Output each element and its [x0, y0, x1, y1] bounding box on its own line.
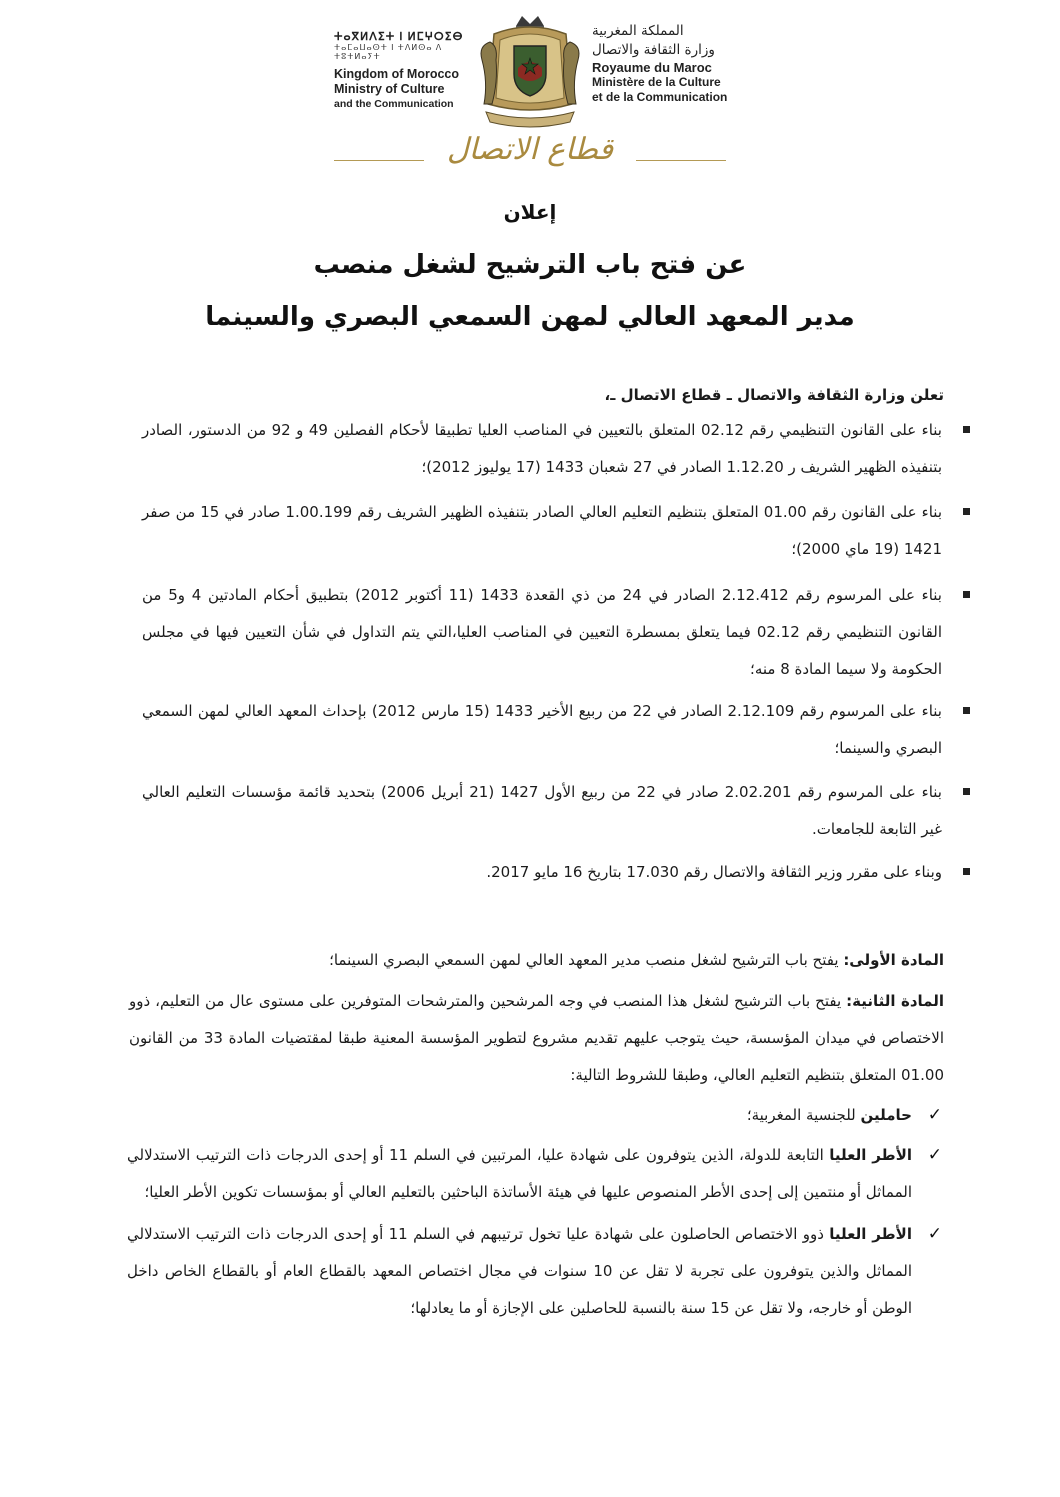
checkmark-icon: ✓: [927, 1145, 942, 1165]
english-kingdom: Kingdom of Morocco: [334, 67, 459, 81]
bullet-square-icon: [963, 788, 970, 795]
header-left-block: [334, 30, 474, 112]
consideration-item: بناء على المرسوم رقم 2.12.109 الصادر في 22 من ربيع الأخير 1433 (15 مارس 2012) بإحداث المعهد العالي لمهن السمعي البصري والسينما؛: [142, 693, 942, 767]
french-communication: et de la Communication: [592, 90, 728, 104]
coat-of-arms-icon: [474, 12, 586, 132]
article-1: [129, 942, 944, 979]
checkmark-icon: ✓: [927, 1105, 942, 1125]
bullet-square-icon: [963, 508, 970, 515]
tifinagh-line-1: ⵜⴰⴳⵍⴷⵉⵜ ⵏ ⵍⵎⵖⵔⵉⴱ: [334, 31, 464, 43]
consideration-item: بناء على القانون رقم 01.00 المتعلق بتنظيم التعليم العالي الصادر بتنفيذه الظهير الشريف رقم 1.00.199 صادر في 15 من صفر 1421 (19 ماي 2000)؛: [142, 494, 942, 568]
arabic-ministry: وزارة الثقافة والاتصال: [592, 42, 715, 58]
header-right-block: [592, 22, 752, 105]
bullet-square-icon: [963, 426, 970, 433]
bullet-square-icon: [963, 707, 970, 714]
sector-divider-left: [334, 160, 424, 161]
consideration-item: بناء على القانون التنظيمي رقم 02.12 المتعلق بالتعيين في المناصب العليا تطبيقا لأحكام الفصلين 49 و 92 من الدستور، الصادر بتنفيذه الظهير الشريف ر 1.12.20 الصادر في 27 شعبان 1433 (17 يوليوز 2012)؛: [142, 412, 942, 486]
article-2: [129, 983, 944, 1094]
english-communication: and the Communication: [334, 98, 454, 110]
article-2-label: المادة الثانية:: [846, 992, 944, 1010]
announcement-position: مدير المعهد العالي لمهن السمعي البصري والسينما: [205, 302, 855, 332]
sector-title: قطاع الاتصال: [446, 132, 614, 167]
announcement-subtitle: عن فتح باب الترشيح لشغل منصب: [313, 250, 747, 280]
tifinagh-line-2: ⵜⴰⵎⴰⵡⴰⵙⵜ ⵏ ⵜⴷⵍⵙⴰ ⴷ ⵜⵓⵜⵍⴰⵢⵜ: [334, 43, 443, 61]
arabic-kingdom: المملكة المغربية: [592, 23, 684, 39]
intro-line: تعلن وزارة الثقافة والاتصال ـ قطاع الاتصال ـ،: [604, 386, 944, 404]
article-1-label: المادة الأولى:: [843, 951, 944, 969]
french-ministry: Ministère de la Culture: [592, 75, 721, 89]
condition-item: ✓ الأطر العليا ذوو الاختصاص الحاصلون على شهادة عليا تخول ترتيبهم في السلم 11 أو إحدى الدرجات ذات الترتيب الاستدلالي المماثل والذين يتوفرون على تجربة لا تقل عن 10 سنوات في مجال اختصاص المعهد بالقطاع العام أو بالقطاع الخاص داخل الوطن أو خارجه، ولا تقل عن 15 سنة بالنسبة للحاصلين على الإجازة أو ما يعادلها؛: [127, 1216, 912, 1327]
french-kingdom: Royaume du Maroc: [592, 60, 712, 75]
condition-item: ✓ حاملين للجنسية المغربية؛: [127, 1097, 912, 1134]
article-1-text: يفتح باب الترشيح لشغل منصب مدير المعهد العالي لمهن السمعي البصري السينما؛: [329, 951, 844, 969]
checkmark-icon: ✓: [927, 1224, 942, 1244]
condition-item: ✓ الأطر العليا التابعة للدولة، الذين يتوفرون على شهادة عليا، المرتبين في السلم 11 أو إحدى الدرجات ذات الترتيب الاستدلالي المماثل أو منتمين إلى إحدى الأطر المنصوص عليها في هيئة الأساتذة الباحثين بالتعليم العالي أو بمؤسسات تكوين الأطر العليا؛: [127, 1137, 912, 1211]
consideration-item: وبناء على مقرر وزير الثقافة والاتصال رقم 17.030 بتاريخ 16 مايو 2017.: [142, 854, 942, 891]
english-ministry: Ministry of Culture: [334, 82, 445, 96]
consideration-item: بناء على المرسوم رقم 2.12.412 الصادر في 24 من ذي القعدة 1433 (11 أكتوبر 2012) بتطبيق أحكام المادتين 4 و5 من القانون التنظيمي رقم 02.12 فيما يتعلق بمسطرة التعيين في المناصب العليا،التي يتم التداول في شأن التعيين فيها في مجلس الحكومة ولا سيما المادة 8 منه؛: [142, 577, 942, 688]
consideration-item: بناء على المرسوم رقم 2.02.201 صادر في 22 من ربيع الأول 1427 (21 أبريل 2006) بتحديد قائمة مؤسسات التعليم العالي غير التابعة للجامعات.: [142, 774, 942, 848]
article-2-text: يفتح باب الترشيح لشغل هذا المنصب في وجه المرشحين والمترشحات المتوفرين على مستوى عال من التعليم، ذوو الاختصاص في ميدان المؤسسة، حيث يتوجب عليهم تقديم مشروع لتطوير المؤسسة المعنية طبقا لمقتضيات المادة 33 من القانون 01.00 المتعلق بتنظيم التعليم العالي، وطبقا للشروط التالية:: [129, 992, 944, 1084]
announcement-title: إعلان: [503, 200, 557, 224]
bullet-square-icon: [963, 591, 970, 598]
sector-divider-right: [636, 160, 726, 161]
bullet-square-icon: [963, 868, 970, 875]
